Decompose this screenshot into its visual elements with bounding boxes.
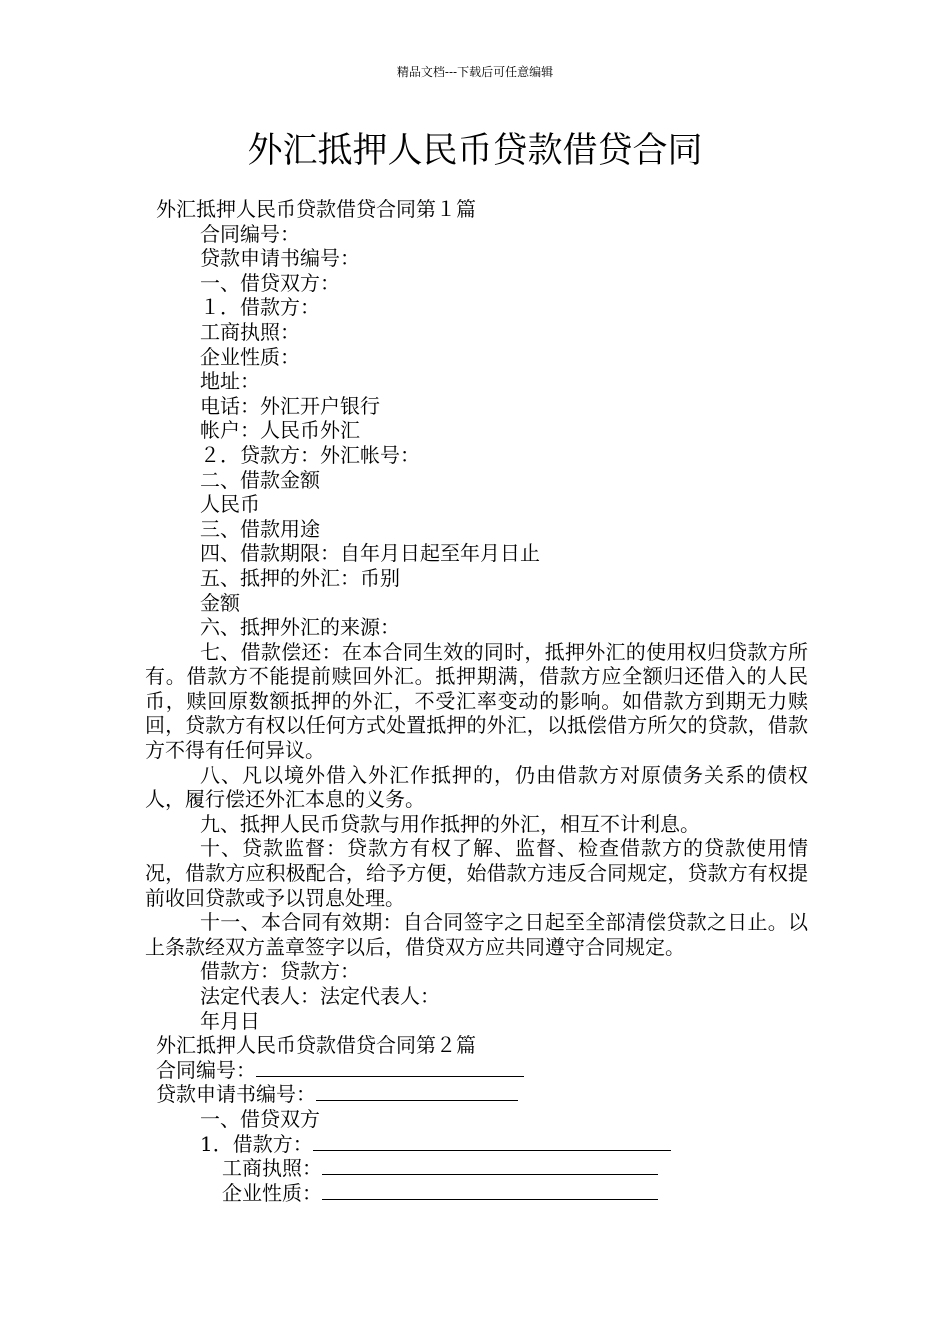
part1-line: 地址： — [200, 369, 260, 394]
clause-paragraph: 十、贷款监督：贷款方有权了解、监督、检查借款方的贷款使用情况，借款方应积极配合，给予方便，始借款方违反合同规定，贷款方有权提前收回贷款或予以罚息处理。 — [145, 836, 808, 910]
part2-section: 一、借贷双方 — [200, 1106, 320, 1131]
application-no-field — [145, 1082, 808, 1107]
part1-line: 一、借贷双方： — [200, 270, 340, 295]
part1-line: 工商执照： — [200, 319, 300, 344]
clause-paragraph: 九、抵押人民币贷款与用作抵押的外汇，相互不计利息。 — [200, 811, 700, 836]
part1-line: 电话：外汇开户银行 — [200, 393, 380, 418]
clause-paragraph: 八、凡以境外借入外汇作抵押的，仍由借款方对原债务关系的债权人，履行偿还外汇本息的义务。 — [145, 762, 808, 812]
document-body — [145, 197, 808, 1205]
part1-line: １．借款方： — [200, 295, 320, 320]
part1-line: 二、借款金额 — [200, 467, 320, 492]
part1-heading: 外汇抵押人民币贷款借贷合同第１篇 — [156, 197, 476, 221]
nature-label: 企业性质： — [222, 1180, 322, 1205]
part1-line: 金额 — [200, 590, 240, 615]
part1-line: 四、借款期限：自年月日起至年月日止 — [200, 541, 540, 566]
part1-line: 五、抵押的外汇：币别 — [200, 565, 400, 590]
borrower-field — [145, 1132, 808, 1157]
part2-heading: 外汇抵押人民币贷款借贷合同第２篇 — [156, 1033, 476, 1058]
borrower-blank — [313, 1133, 671, 1151]
borrower-label: 1．借款方： — [200, 1131, 313, 1156]
part1-line: 人民币 — [200, 492, 260, 517]
license-label: 工商执照： — [222, 1156, 322, 1181]
signature-line: 法定代表人：法定代表人： — [200, 984, 440, 1008]
nature-field — [145, 1181, 808, 1206]
part1-line: 企业性质： — [200, 344, 300, 369]
clause-paragraph: 十一、本合同有效期：自合同签字之日起至全部清偿贷款之日止。以上条款经双方盖章签字以后，借贷双方应共同遵守合同规定。 — [145, 910, 808, 959]
nature-blank — [322, 1182, 658, 1200]
contract-no-blank — [256, 1059, 524, 1077]
application-no-label: 贷款申请书编号： — [156, 1082, 316, 1107]
signature-line: 借款方：贷款方： — [200, 959, 360, 984]
part1-line: ２．贷款方：外汇帐号： — [200, 442, 420, 467]
application-no-blank — [316, 1083, 518, 1101]
document-title: 外汇抵押人民币贷款借贷合同 — [247, 131, 703, 171]
clause-paragraph: 七、借款偿还：在本合同生效的同时，抵押外汇的使用权归贷款方所有。借款方不能提前赎回外汇。抵押期满，借款方应全额归还借入的人民币，赎回原数额抵押的外汇，不受汇率变动的影响。如借款方到期无力赎回，贷款方有权以任何方式处置抵押的外汇，以抵偿借方所欠的贷款，借款方不得有任何异议。 — [145, 639, 808, 763]
date-line: 年月日 — [200, 1008, 260, 1033]
contract-no-field — [145, 1058, 808, 1083]
part1-line: 合同编号： — [200, 221, 300, 246]
part1-line: 六、抵押外汇的来源： — [200, 615, 400, 640]
license-blank — [322, 1157, 658, 1175]
license-field — [145, 1156, 808, 1181]
header-note: 精品文档---下载后可任意编辑 — [396, 65, 554, 79]
contract-no-label: 合同编号： — [156, 1057, 256, 1082]
part1-line: 三、借款用途 — [200, 516, 320, 541]
part1-line: 帐户：人民币外汇 — [200, 418, 360, 443]
part1-line: 贷款申请书编号： — [200, 246, 360, 271]
